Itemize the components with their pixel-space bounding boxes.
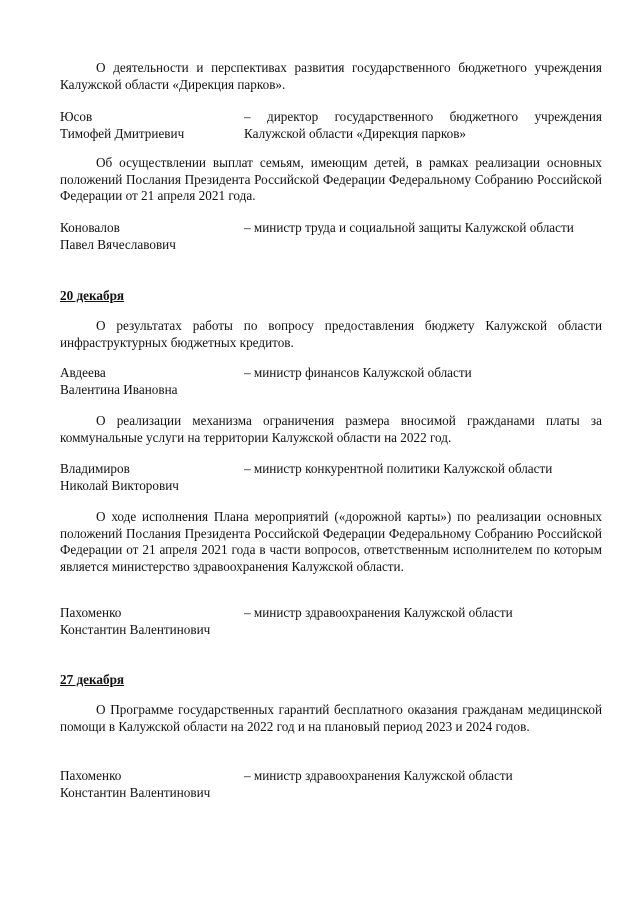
speaker-name	[60, 768, 240, 801]
speaker-surname: Пахоменко	[60, 768, 122, 783]
speaker-role: – министр труда и социальной защиты Калужской области	[244, 220, 574, 235]
agenda-topic: О ходе исполнения Плана мероприятий («дорожной карты») по реализации основных положений Послания Президента Российской Федерации Федеральному Собранию Российской Федерации от 21 апреля 2021 года в части вопросов, ответственным исполнителем по которым является министерство здравоохранения Калужской области.	[60, 509, 602, 574]
agenda-topic: О Программе государственных гарантий бесплатного оказания гражданам медицинской помощи в Калужской области на 2022 год и на плановый период 2023 и 2024 годов.	[60, 702, 602, 734]
speaker-role: – министр финансов Калужской области	[244, 365, 472, 380]
agenda-topic: О реализации механизма ограничения размера вносимой гражданами платы за коммунальные услуги на территории Калужской области на 2022 год.	[60, 413, 602, 445]
agenda-topic: О результатах работы по вопросу предоставления бюджету Калужской области инфраструктурных бюджетных кредитов.	[60, 318, 602, 350]
speaker-name	[60, 220, 240, 253]
speaker-role: – министр здравоохранения Калужской области	[244, 768, 513, 783]
speaker-given-name: Николай Викторович	[60, 477, 179, 493]
speaker-surname: Авдеева	[60, 365, 106, 380]
speaker-role: – министр конкурентной политики Калужской области	[244, 461, 553, 476]
speaker-given-name: Павел Вячеславович	[60, 236, 176, 252]
speaker-name	[60, 365, 240, 398]
speaker-surname: Коновалов	[60, 220, 120, 235]
agenda-topic: О деятельности и перспективах развития государственного бюджетного учреждения Калужской области «Дирекция парков».	[60, 60, 602, 92]
speaker-surname: Владимиров	[60, 461, 130, 476]
agenda-topic: Об осуществлении выплат семьям, имеющим детей, в рамках реализации основных положений Послания Президента Российской Федерации Федеральному Собранию Российской Федерации от 21 апреля 2021 года.	[60, 155, 602, 203]
speaker-name	[60, 605, 240, 638]
speaker-given-name: Константин Валентинович	[60, 621, 211, 637]
speaker-name	[60, 109, 240, 142]
speaker-name	[60, 461, 240, 494]
speaker-role: – министр здравоохранения Калужской области	[244, 605, 513, 620]
speaker-given-name: Валентина Ивановна	[60, 381, 178, 397]
date-heading: 20 декабря	[60, 288, 125, 303]
date-heading: 27 декабря	[60, 672, 125, 687]
speaker-role: – директор государственного бюджетного учреждения Калужской области «Дирекция парков»	[244, 109, 602, 141]
speaker-given-name: Константин Валентинович	[60, 784, 211, 800]
speaker-given-name: Тимофей Дмитриевич	[60, 125, 185, 141]
speaker-surname: Пахоменко	[60, 605, 122, 620]
speaker-surname: Юсов	[60, 109, 93, 124]
